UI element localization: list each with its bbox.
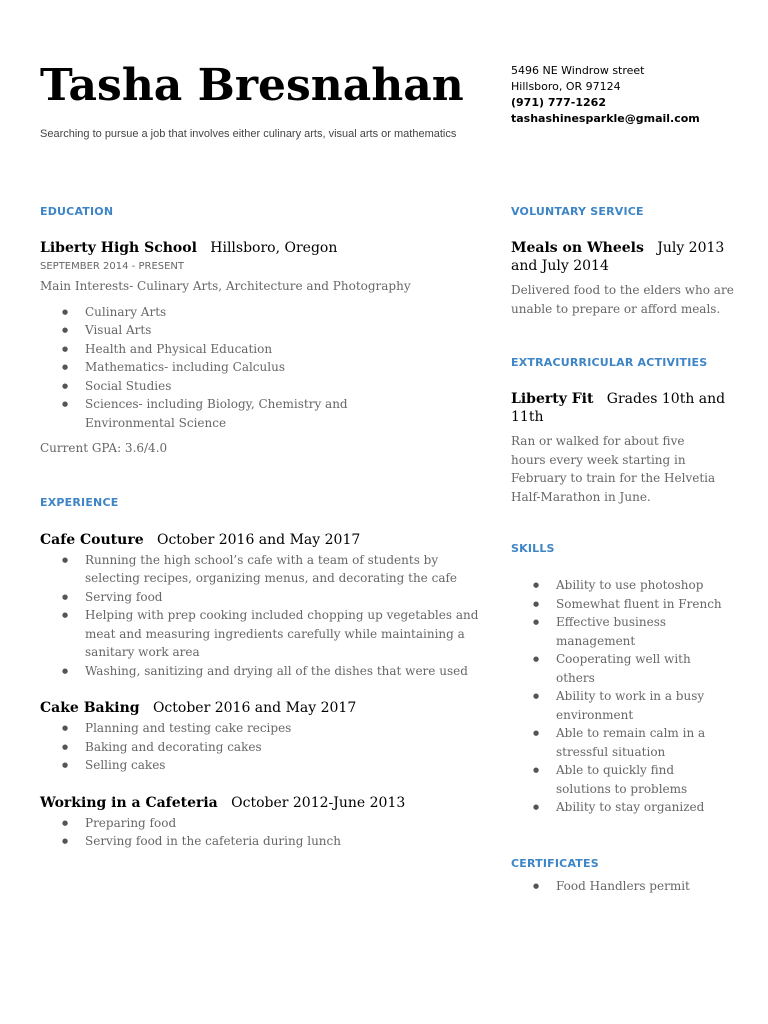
- right-column: [511, 205, 751, 895]
- job-head: [40, 699, 480, 717]
- contact-city: Hillsboro, OR 97124: [511, 80, 621, 93]
- left-column: [40, 205, 480, 851]
- voluntary-dates: July 2013 and July 2014: [511, 240, 725, 274]
- job-dates: October 2012-June 2013: [231, 794, 406, 811]
- extracurricular-entry-head: [511, 390, 751, 426]
- list-item: ● Ability to stay organized: [511, 798, 726, 817]
- job-head: [40, 531, 480, 549]
- education-interests: Main Interests- Culinary Arts, Architecture and Photography: [40, 279, 411, 293]
- job-org: Cake Baking: [40, 700, 140, 716]
- list-item: ● Somewhat fluent in French: [511, 595, 726, 614]
- list-item: ● Able to remain calm in a stressful situation: [511, 724, 726, 761]
- resume-name: Tasha Bresnahan: [40, 60, 464, 111]
- list-item: ● Mathematics- including Calculus: [40, 358, 480, 377]
- job-dates: October 2016 and May 2017: [152, 700, 357, 716]
- education-heading: EDUCATION: [40, 205, 114, 218]
- list-item: ● Social Studies: [40, 377, 480, 396]
- list-item: ● Culinary Arts: [40, 303, 480, 322]
- education-entry-head: [40, 239, 480, 257]
- voluntary-description: Delivered food to the elders who are unable to prepare or afford meals.: [511, 283, 734, 316]
- list-item: ● Washing, sanitizing and drying all of the dishes that were used: [40, 662, 480, 681]
- job-dates: October 2016 and May 2017: [156, 531, 361, 548]
- extracurricular-dates: Grades 10th and 11th: [511, 391, 726, 425]
- list-item: ● Serving food: [40, 588, 480, 607]
- list-item: ● Effective business management: [511, 613, 726, 650]
- school-location: Hillsboro, Oregon: [210, 240, 338, 256]
- list-item: ● Ability to work in a busy environment: [511, 687, 726, 724]
- skills-list: [511, 576, 726, 817]
- list-item: ● Health and Physical Education: [40, 340, 480, 359]
- skills-heading: SKILLS: [511, 542, 555, 555]
- extracurricular-description: Ran or walked for about five hours every week starting in February to train for the Helvetia Half-Marathon in June.: [511, 434, 716, 504]
- contact-phone: (971) 777-1262: [511, 96, 606, 109]
- list-item: ● Able to quickly find solutions to problems: [511, 761, 726, 798]
- list-item: ● Food Handlers permit: [511, 877, 751, 896]
- extracurricular-heading: EXTRACURRICULAR ACTIVITIES: [511, 356, 708, 369]
- list-item: ● Helping with prep cooking included chopping up vegetables and meat and measuring ingredients carefully while maintaining a sanitary work area: [40, 606, 480, 662]
- job-org: Cafe Couture: [40, 531, 144, 548]
- voluntary-org: Meals on Wheels: [511, 240, 644, 256]
- list-item: ● Sciences- including Biology, Chemistry and Environmental Science: [40, 395, 480, 432]
- voluntary-entry-head: [511, 239, 751, 275]
- contact-email: tashashinesparkle@gmail.com: [511, 112, 700, 125]
- extracurricular-org: Liberty Fit: [511, 391, 594, 407]
- school-name: Liberty High School: [40, 240, 197, 256]
- certificates-list: [511, 877, 751, 896]
- education-gpa: Current GPA: 3.6/4.0: [40, 441, 168, 455]
- list-item: ● Selling cakes: [40, 756, 480, 775]
- list-item: ● Planning and testing cake recipes: [40, 719, 480, 738]
- resume-tagline: Searching to pursue a job that involves either culinary arts, visual arts or mathematics: [40, 128, 457, 140]
- contact-block: [511, 63, 700, 127]
- job-bullet-list: [40, 814, 480, 851]
- list-item: ● Ability to use photoshop: [511, 576, 726, 595]
- job-head: [40, 794, 480, 812]
- experience-heading: EXPERIENCE: [40, 495, 119, 509]
- education-dates: SEPTEMBER 2014 - PRESENT: [40, 261, 185, 272]
- job-bullet-list: [40, 551, 480, 681]
- list-item: ● Preparing food: [40, 814, 480, 833]
- list-item: ● Visual Arts: [40, 321, 480, 340]
- list-item: ● Baking and decorating cakes: [40, 738, 480, 757]
- list-item: ● Running the high school’s cafe with a team of students by selecting recipes, organizing menus, and decorating the cafe: [40, 551, 480, 588]
- certificates-heading: CERTIFICATES: [511, 856, 599, 870]
- contact-street: 5496 NE Windrow street: [511, 64, 645, 77]
- list-item: ● Serving food in the cafeteria during lunch: [40, 832, 480, 851]
- list-item: ● Cooperating well with others: [511, 650, 726, 687]
- job-bullet-list: [40, 719, 480, 775]
- voluntary-heading: VOLUNTARY SERVICE: [511, 205, 644, 218]
- education-subject-list: [40, 303, 480, 433]
- job-org: Working in a Cafeteria: [40, 794, 218, 811]
